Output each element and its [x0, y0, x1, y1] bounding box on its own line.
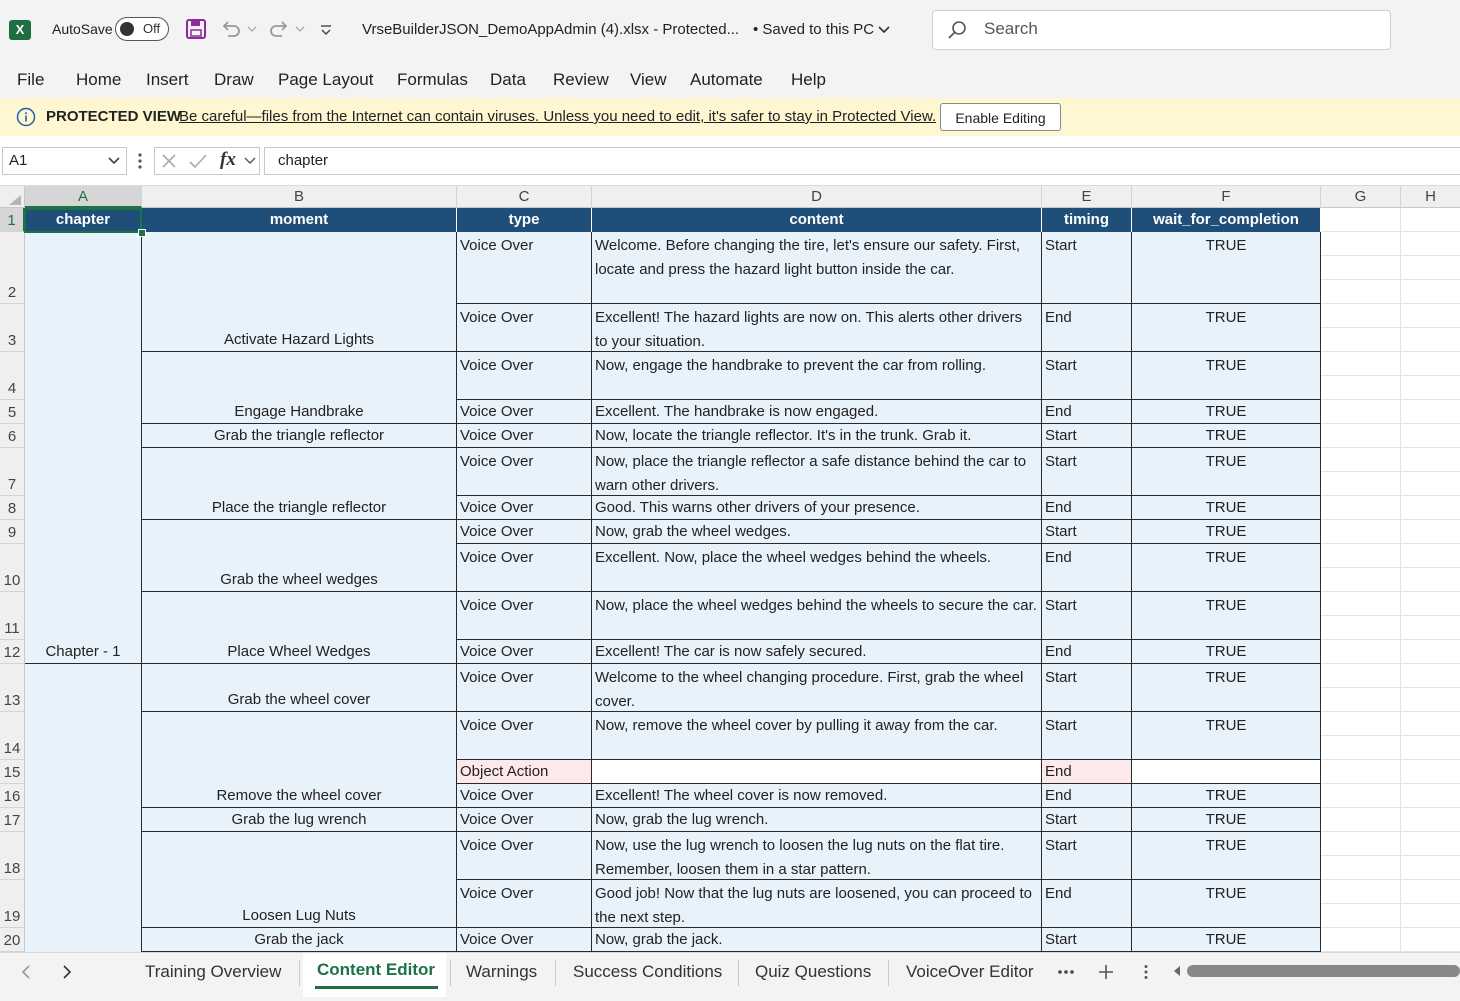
redo-icon[interactable]: [268, 19, 290, 39]
insert-function-icon[interactable]: fx: [220, 149, 236, 170]
row-header[interactable]: [0, 784, 25, 808]
timing-cell[interactable]: End: [1042, 544, 1132, 592]
row-header[interactable]: [0, 448, 25, 496]
formula-input[interactable]: [264, 147, 1460, 175]
formula-value: chapter: [278, 152, 329, 169]
row-number: 5: [7, 404, 17, 421]
type-cell[interactable]: Voice Over: [457, 832, 592, 880]
row-header[interactable]: [0, 664, 25, 712]
tab-divider: [299, 960, 300, 986]
redo-dropdown-icon[interactable]: [295, 25, 305, 33]
row-number: 4: [7, 380, 17, 397]
moment-cell[interactable]: Loosen Lug Nuts: [142, 832, 457, 928]
timing-cell[interactable]: End: [1042, 880, 1132, 928]
row-header[interactable]: [0, 760, 25, 784]
timing-cell[interactable]: Start: [1042, 928, 1132, 952]
moment-cell[interactable]: Place the triangle reflector: [142, 448, 457, 520]
menu-help[interactable]: Help: [791, 70, 826, 89]
content-cell[interactable]: Now, grab the wheel wedges.: [592, 520, 1042, 544]
timing-cell[interactable]: Start: [1042, 352, 1132, 400]
row-header[interactable]: [0, 640, 25, 664]
wait-cell[interactable]: TRUE: [1132, 664, 1321, 712]
timing-cell[interactable]: End: [1042, 496, 1132, 520]
toggle-knob: [120, 22, 134, 36]
tab-divider: [450, 960, 451, 986]
row-number: 6: [7, 428, 17, 445]
more-sheets-icon[interactable]: [1058, 969, 1074, 975]
undo-icon[interactable]: [220, 19, 242, 39]
undo-dropdown-icon[interactable]: [247, 25, 257, 33]
previous-sheet-icon[interactable]: [20, 964, 32, 980]
column-header-c[interactable]: C: [457, 186, 592, 208]
row-header[interactable]: [0, 304, 25, 352]
row-header[interactable]: [0, 880, 25, 928]
content-cell[interactable]: Excellent. The handbrake is now engaged.: [592, 400, 1042, 424]
moment-cell[interactable]: Grab the triangle reflector: [142, 424, 457, 448]
wait-cell[interactable]: TRUE: [1132, 520, 1321, 544]
empty-grid-area: [1321, 208, 1460, 952]
search-icon: [947, 20, 967, 40]
row-number: 2: [7, 284, 17, 301]
tab-quiz-questions[interactable]: Quiz Questions: [755, 962, 872, 981]
wait-cell[interactable]: TRUE: [1132, 232, 1321, 304]
row-number: 18: [3, 860, 21, 877]
column-header-d[interactable]: D: [592, 186, 1042, 208]
content-cell[interactable]: Now, remove the wheel cover by pulling it away from the car.: [592, 712, 1042, 760]
column-header-e[interactable]: E: [1042, 186, 1132, 208]
moment-cell[interactable]: Activate Hazard Lights: [142, 232, 457, 352]
menu-insert[interactable]: Insert: [146, 70, 189, 89]
header-type[interactable]: type: [457, 208, 592, 232]
type-cell[interactable]: Voice Over: [457, 544, 592, 592]
timing-cell[interactable]: Start: [1042, 712, 1132, 760]
type-cell[interactable]: Voice Over: [457, 496, 592, 520]
tab-content-editor[interactable]: Content Editor: [317, 960, 436, 979]
row-number: 1: [7, 212, 16, 229]
type-cell[interactable]: Voice Over: [457, 400, 592, 424]
moment-cell[interactable]: Grab the wheel cover: [142, 664, 457, 712]
type-cell[interactable]: Voice Over: [457, 928, 592, 952]
timing-cell[interactable]: Start: [1042, 520, 1132, 544]
moment-cell[interactable]: Engage Handbrake: [142, 352, 457, 424]
wait-cell[interactable]: TRUE: [1132, 784, 1321, 808]
type-cell[interactable]: Voice Over: [457, 448, 592, 496]
timing-cell[interactable]: Start: [1042, 592, 1132, 640]
row-header[interactable]: [0, 232, 25, 304]
function-dropdown-icon[interactable]: [244, 157, 256, 165]
row-header[interactable]: [0, 400, 25, 424]
row-number: 11: [4, 620, 20, 637]
wait-cell[interactable]: TRUE: [1132, 880, 1321, 928]
row-number: 12: [3, 644, 21, 661]
protected-view-label: PROTECTED VIEW: [46, 108, 182, 125]
row-number: 14: [3, 740, 21, 757]
row-header[interactable]: [0, 592, 25, 640]
menu-formulas[interactable]: Formulas: [397, 70, 468, 89]
content-cell[interactable]: Good. This warns other drivers of your presence.: [592, 496, 1042, 520]
menu-data[interactable]: Data: [490, 70, 526, 89]
timing-cell[interactable]: End: [1042, 760, 1132, 784]
moment-cell[interactable]: Grab the wheel wedges: [142, 520, 457, 592]
row-header[interactable]: [0, 352, 25, 400]
sheet-options-icon[interactable]: [1143, 964, 1149, 980]
tab-divider: [555, 960, 556, 986]
wait-cell[interactable]: TRUE: [1132, 928, 1321, 952]
row-header[interactable]: [0, 424, 25, 448]
more-options-icon[interactable]: [137, 152, 143, 170]
column-header-f[interactable]: F: [1132, 186, 1321, 208]
file-name: VrseBuilderJSON_DemoAppAdmin (4).xlsx - Protected...: [362, 21, 740, 38]
menu-file[interactable]: File: [17, 70, 45, 89]
tab-voiceover-editor[interactable]: VoiceOver Editor: [906, 962, 1034, 981]
menu-page-layout[interactable]: Page Layout: [278, 70, 374, 89]
content-cell[interactable]: Now, place the wheel wedges behind the wheels to secure the car.: [592, 592, 1042, 640]
timing-cell[interactable]: Start: [1042, 448, 1132, 496]
menu-review[interactable]: Review: [553, 70, 609, 89]
wait-cell[interactable]: TRUE: [1132, 592, 1321, 640]
type-cell[interactable]: Voice Over: [457, 352, 592, 400]
content-cell[interactable]: Now, place the triangle reflector a safe distance behind the car to warn other drivers.: [592, 448, 1042, 496]
menu-automate[interactable]: Automate: [690, 70, 763, 89]
row-header[interactable]: [0, 496, 25, 520]
scroll-left-icon[interactable]: [1172, 965, 1182, 977]
tab-training-overview[interactable]: Training Overview: [145, 962, 282, 981]
type-cell[interactable]: Object Action: [457, 760, 592, 784]
horizontal-scrollbar[interactable]: [1187, 965, 1460, 977]
saved-status[interactable]: • Saved to this PC: [753, 21, 875, 38]
active-cell-border: [24, 208, 142, 233]
content-cell[interactable]: Now, grab the jack.: [592, 928, 1042, 952]
content-cell[interactable]: Excellent. Now, place the wheel wedges behind the wheels.: [592, 544, 1042, 592]
name-box-value: A1: [9, 152, 28, 169]
header-timing[interactable]: timing: [1042, 208, 1132, 232]
type-cell[interactable]: Voice Over: [457, 424, 592, 448]
enable-editing-button[interactable]: Enable Editing: [940, 103, 1061, 131]
menu-draw[interactable]: Draw: [214, 70, 254, 89]
moment-cell[interactable]: Remove the wheel cover: [142, 712, 457, 808]
row-header[interactable]: [0, 808, 25, 832]
row-number: 19: [3, 908, 21, 925]
moment-cell[interactable]: Grab the jack: [142, 928, 457, 952]
row-number: 8: [7, 500, 17, 517]
save-icon[interactable]: [185, 18, 207, 40]
menu-home[interactable]: Home: [76, 70, 122, 89]
type-cell[interactable]: Voice Over: [457, 592, 592, 640]
wait-cell[interactable]: [1132, 760, 1321, 784]
row-number: 16: [3, 788, 21, 805]
content-cell[interactable]: Welcome to the wheel changing procedure. First, grab the wheel cover.: [592, 664, 1042, 712]
tab-success-conditions[interactable]: Success Conditions: [573, 962, 723, 981]
wait-cell[interactable]: TRUE: [1132, 352, 1321, 400]
protected-view-message[interactable]: Be careful—files from the Internet can contain viruses. Unless you need to edit, it's safer to stay in Protected View.: [179, 108, 937, 125]
content-cell[interactable]: Welcome. Before changing the tire, let's ensure our safety. First, locate and press the hazard light button inside the car.: [592, 232, 1042, 304]
type-cell[interactable]: Voice Over: [457, 520, 592, 544]
content-cell[interactable]: Now, locate the triangle reflector. It's in the trunk. Grab it.: [592, 424, 1042, 448]
grid-line: [1400, 208, 1401, 952]
content-cell[interactable]: Now, grab the lug wrench.: [592, 808, 1042, 832]
tab-divider: [888, 960, 889, 986]
type-cell[interactable]: Voice Over: [457, 784, 592, 808]
row-header[interactable]: [0, 928, 25, 952]
wait-cell[interactable]: TRUE: [1132, 640, 1321, 664]
autosave-state: Off: [143, 21, 161, 36]
timing-cell[interactable]: End: [1042, 784, 1132, 808]
wait-cell[interactable]: TRUE: [1132, 832, 1321, 880]
column-header-h[interactable]: H: [1401, 186, 1460, 208]
column-header-a[interactable]: A: [25, 186, 142, 208]
timing-cell[interactable]: End: [1042, 400, 1132, 424]
wait-cell[interactable]: TRUE: [1132, 448, 1321, 496]
header-content[interactable]: content: [592, 208, 1042, 232]
tab-warnings[interactable]: Warnings: [466, 962, 538, 981]
row-header[interactable]: [0, 520, 25, 544]
wait-cell[interactable]: TRUE: [1132, 400, 1321, 424]
type-cell[interactable]: Voice Over: [457, 232, 592, 304]
chevron-down-icon[interactable]: [878, 25, 890, 34]
row-number: 20: [3, 932, 21, 949]
cancel-icon[interactable]: [160, 152, 178, 170]
row-number: 15: [3, 764, 21, 781]
header-wait-for-completion[interactable]: wait_for_completion: [1132, 208, 1321, 232]
row-number: 10: [3, 572, 21, 589]
row-number: 7: [7, 476, 17, 493]
row-number: 17: [3, 812, 21, 829]
wait-cell[interactable]: TRUE: [1132, 424, 1321, 448]
chapter-cell[interactable]: [25, 664, 142, 952]
confirm-icon[interactable]: [188, 152, 208, 170]
header-moment[interactable]: moment: [142, 208, 457, 232]
search-placeholder: Search: [984, 19, 1038, 38]
column-header-g[interactable]: G: [1321, 186, 1401, 208]
row-header[interactable]: [0, 544, 25, 592]
type-cell[interactable]: Voice Over: [457, 808, 592, 832]
wait-cell[interactable]: TRUE: [1132, 808, 1321, 832]
type-cell[interactable]: Voice Over: [457, 304, 592, 352]
content-cell[interactable]: Now, use the lug wrench to loosen the lug nuts on the flat tire. Remember, loosen them in a star pattern.: [592, 832, 1042, 880]
tab-divider: [738, 960, 739, 986]
wait-cell[interactable]: TRUE: [1132, 544, 1321, 592]
timing-cell[interactable]: Start: [1042, 424, 1132, 448]
row-number: 9: [7, 524, 17, 541]
timing-cell[interactable]: Start: [1042, 808, 1132, 832]
content-cell[interactable]: Now, engage the handbrake to prevent the car from rolling.: [592, 352, 1042, 400]
add-sheet-icon[interactable]: [1098, 964, 1114, 980]
next-sheet-icon[interactable]: [61, 964, 73, 980]
info-icon: [16, 107, 36, 127]
timing-cell[interactable]: End: [1042, 640, 1132, 664]
content-cell[interactable]: Excellent! The car is now safely secured.: [592, 640, 1042, 664]
moment-cell[interactable]: Place Wheel Wedges: [142, 592, 457, 664]
timing-cell[interactable]: End: [1042, 304, 1132, 352]
row-header[interactable]: [0, 712, 25, 760]
name-box-dropdown-icon[interactable]: [108, 157, 120, 165]
timing-cell[interactable]: Start: [1042, 664, 1132, 712]
column-header-b[interactable]: B: [142, 186, 457, 208]
select-all-icon: [8, 194, 22, 206]
timing-cell[interactable]: Start: [1042, 232, 1132, 304]
type-cell[interactable]: Voice Over: [457, 712, 592, 760]
content-cell[interactable]: Excellent! The wheel cover is now removed.: [592, 784, 1042, 808]
content-cell[interactable]: Excellent! The hazard lights are now on. This alerts other drivers to your situation.: [592, 304, 1042, 352]
timing-cell[interactable]: Start: [1042, 832, 1132, 880]
moment-cell[interactable]: Grab the lug wrench: [142, 808, 457, 832]
content-cell[interactable]: Good job! Now that the lug nuts are loosened, you can proceed to the next step.: [592, 880, 1042, 928]
wait-cell[interactable]: TRUE: [1132, 712, 1321, 760]
row-header[interactable]: [0, 208, 25, 232]
menu-view[interactable]: View: [630, 70, 667, 89]
type-cell[interactable]: Voice Over: [457, 880, 592, 928]
type-cell[interactable]: Voice Over: [457, 664, 592, 712]
row-header[interactable]: [0, 832, 25, 880]
wait-cell[interactable]: TRUE: [1132, 496, 1321, 520]
content-cell[interactable]: [592, 760, 1042, 784]
row-number: 13: [3, 692, 21, 709]
customize-toolbar-icon[interactable]: [319, 23, 333, 37]
autosave-label: AutoSave: [52, 21, 113, 37]
type-cell[interactable]: Voice Over: [457, 640, 592, 664]
fill-handle[interactable]: [138, 229, 146, 237]
active-tab-underline: [315, 986, 438, 989]
header-chapter[interactable]: chapter: [25, 208, 142, 232]
wait-cell[interactable]: TRUE: [1132, 304, 1321, 352]
row-number: 3: [7, 332, 17, 349]
autosave-toggle[interactable]: [115, 17, 169, 41]
chapter-cell[interactable]: Chapter - 1: [25, 232, 142, 664]
excel-logo-icon: X: [9, 20, 31, 40]
